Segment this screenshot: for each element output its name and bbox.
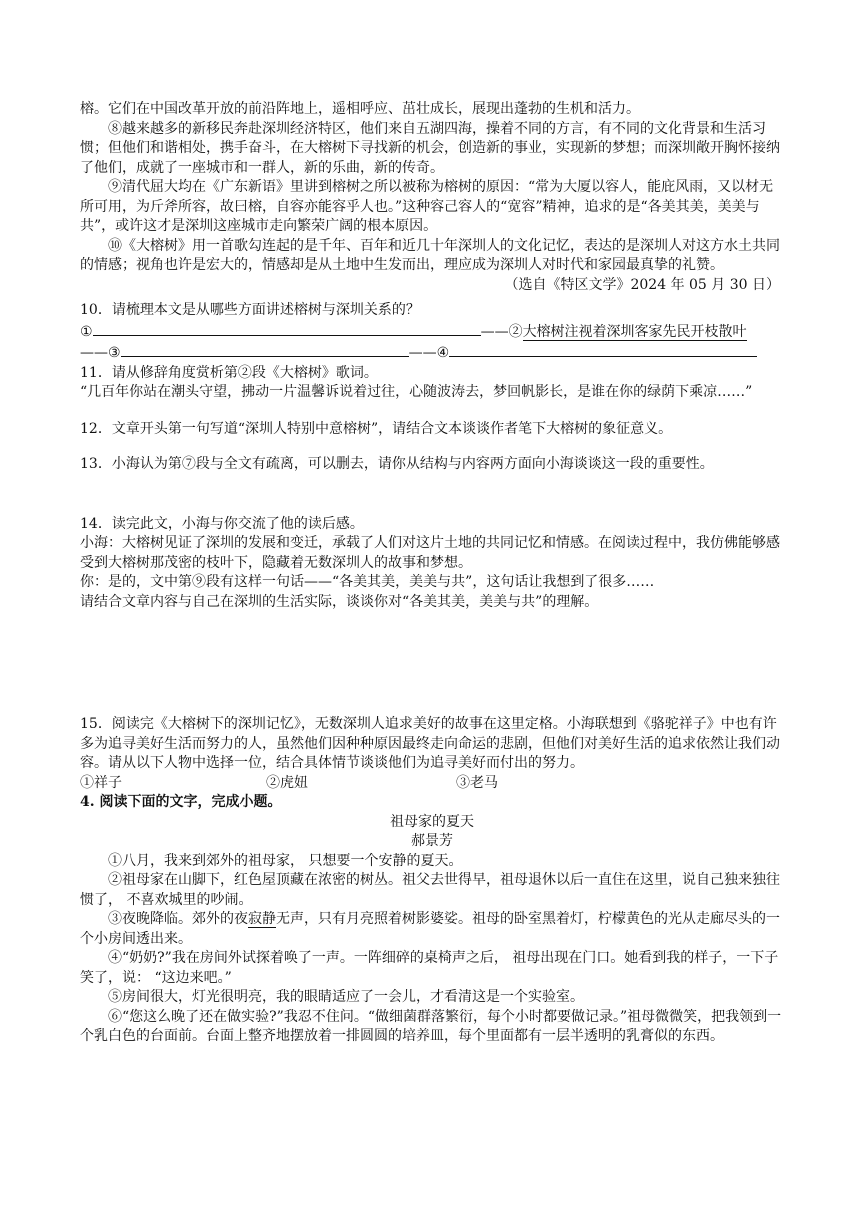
document-page [80, 100, 784, 1047]
paragraph-9: ⑨清代屈大均在《广东新语》里讲到榕树之所以被称为榕树的原因：“常为大厦以容人，能庇风雨，又以材无所可用，为斤斧所容，故曰榕，自容亦能容乎人也。”这种容己容人的“宽容”精神，追求的是“各美其美，美美与共”，或许这才是深圳这座城市走向繁荣广阔的根本原因。 [80, 179, 774, 234]
separator-3: ——③ [80, 345, 121, 361]
article-paragraph-6: ⑥“您这么晚了还在做实验?”我忍不住问。“做细菌群落繁衍，每个小时都要做记录。”祖母微微笑，把我领到一个乳白色的台面前。台面上整齐地摆放着一排圆圆的培养皿，每个里面都有一层半透明的乳膏似的东西。 [80, 1008, 782, 1044]
article-author: 郝景芳 [411, 833, 453, 849]
option-laoma: ③老马 [456, 774, 498, 791]
question-14: 14．读完此文，小海与你交流了他的读后感。 [80, 515, 364, 532]
question-11-lyric: “几百年你站在潮头守望，拂动一片温馨诉说着过往，心随波涛去，梦回帆影长，是谁在你的绿荫下乘凉……” [80, 384, 753, 400]
separator-4: ——④ [408, 345, 450, 361]
option-xiangzi: ①祥子 [80, 774, 122, 791]
question-13: 13．小海认为第⑦段与全文有疏离，可以删去，请你从结构与内容两方面向小海谈谈这一段的重要性。 [80, 456, 714, 472]
answer-space-11 [80, 403, 784, 420]
p3-marked-word: 寂静 [248, 911, 276, 927]
answer-space-14 [80, 612, 784, 715]
answer-blank-4[interactable] [449, 342, 757, 357]
source-citation: （选自《特区文学》2024 年 05 月 30 日） [504, 276, 780, 293]
question-12: 12．文章开头第一句写道“深圳人特别中意榕树”，请结合文本谈谈作者笔下大榕树的象征意义。 [80, 420, 673, 437]
p3-after: 无声，只有月亮照着树影婆娑。祖母的卧室黑着灯，柠檬黄色的光从走廊尽头的一个小房间透出来。 [80, 911, 780, 947]
article-paragraph-2: ②祖母家在山脚下，红色屋顶藏在浓密的树丛。祖父去世得早，祖母退休以后一直住在这里，说自己独来独往惯了， 不喜欢城里的吵闹。 [80, 872, 780, 908]
option-huniu: ②虎妞 [266, 774, 308, 791]
article-paragraph-1: ①八月，我来到郊外的祖母家， 只想要一个安静的夏天。 [108, 852, 463, 869]
question-14-you: 你：是的，文中第⑨段有这样一句话——“各美其美，美美与共”，这句话让我想到了很多…… [80, 574, 655, 590]
passage-intro: 榕。它们在中国改革开放的前沿阵地上，遥相呼应、茁壮成长，展现出蓬勃的生机和活力。 [80, 101, 640, 117]
separator-2: ——② [480, 323, 523, 340]
answer-blank-1[interactable] [93, 321, 481, 336]
paragraph-10: ⑩《大榕树》用一首歌勾连起的是千年、百年和近几十年深圳人的文化记忆，表达的是深圳人对这方水土共同的情感；视角也许是宏大的，情感却是从土地中生发而出，理应成为深圳人对时代和家园最真挚的礼赞。 [80, 237, 780, 273]
question-10-blanks-line2 [80, 342, 784, 364]
paragraph-8: ⑧越来越多的新移民奔赴深圳经济特区，他们来自五湖四海，操着不同的方言，有不同的文化背景和生活习惯；但他们和谐相处，携手奋斗，在大榕树下寻找新的机会，创造新的事业，实现新的梦想；而深圳敞开胸怀接纳了他们，成就了一座城市和一群人，新的乐曲，新的传奇。 [80, 120, 780, 176]
article-paragraph-4: ④“奶奶?”我在房间外试探着唤了一声。一阵细碎的桌椅声之后， 祖母出现在门口。她看到我的样子，一下子笑了，说： “这边来吧。” [80, 950, 779, 986]
article-title: 祖母家的夏天 [390, 813, 474, 830]
article-paragraph-5: ⑤房间很大，灯光很明亮，我的眼睛适应了一会儿，才看清这是一个实验室。 [108, 989, 584, 1005]
question-14-task: 请结合文章内容与自己在深圳的生活实际，谈谈你对“各美其美，美美与共”的理解。 [80, 593, 599, 610]
question-15: 15．阅读完《大榕树下的深圳记忆》，无数深圳人追求美好的故事在这里定格。小海联想到《骆驼祥子》中也有许多为追寻美好生活而努力的人，虽然他们因种种原因最终走向命运的悲剧，但他们对美好生活的追求依然让我们动容。请从以下人物中选择一位，结合具体情节谈谈他们为追寻美好而付出的努力。 [80, 716, 780, 771]
answer-space-13 [80, 475, 784, 515]
blank-label-1: ① [80, 323, 93, 340]
question-15-options [80, 774, 784, 794]
section-4-heading: 4. 阅读下面的文字，完成小题。 [80, 794, 282, 810]
question-11: 11．请从修辞角度赏析第②段《大榕树》歌词。 [80, 364, 378, 381]
answer-space-12 [80, 439, 784, 455]
p3-before: ③夜晚降临。郊外的夜 [108, 911, 248, 927]
article-paragraph-3 [80, 910, 784, 949]
question-14-xiaohai: 小海：大榕树见证了深圳的发展和变迁，承载了人们对这片土地的共同记忆和情感。在阅读过程中，我仿佛能够感受到大榕树那茂密的枝叶下，隐藏着无数深圳人的故事和梦想。 [80, 535, 780, 571]
question-10: 10．请梳理本文是从哪些方面讲述榕树与深圳关系的？ [80, 302, 420, 318]
answer-blank-3[interactable] [121, 342, 409, 357]
question-10-blanks-line1 [80, 321, 784, 343]
given-answer-2: 大榕树注视着深圳客家先民开枝散叶 [522, 323, 747, 340]
